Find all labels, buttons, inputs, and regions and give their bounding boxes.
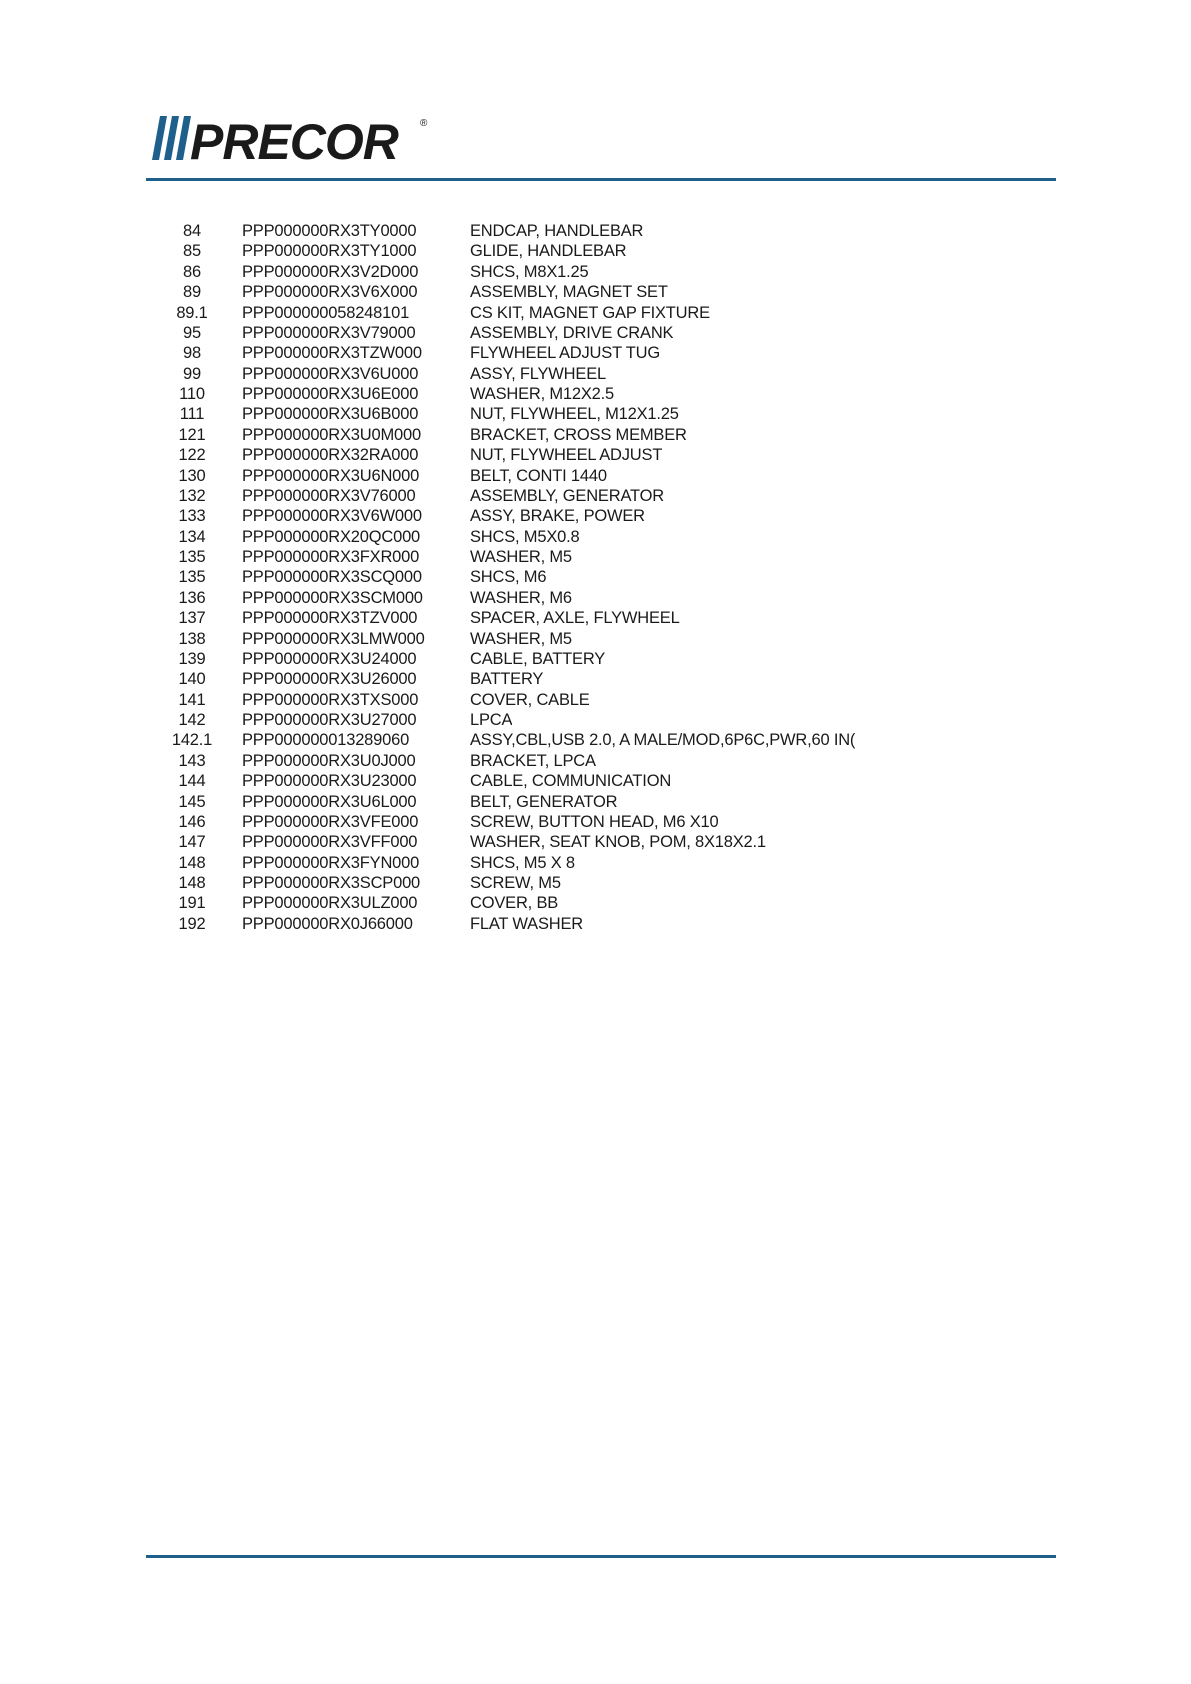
table-row [146,812,906,832]
table-row [146,669,906,689]
table-row [146,506,906,526]
part-number: PPP000000RX3SCP000 [242,874,421,892]
item-number: 122 [178,446,206,465]
part-description-cell [470,221,906,241]
table-row [146,303,906,323]
part-number: PPP000000RX3VFE000 [242,812,419,831]
part-description-cell [470,914,906,934]
part-description-cell [470,710,906,730]
item-number: 147 [178,833,206,852]
part-number: PPP000000RX3V6X000 [242,283,418,302]
table-row [146,588,906,608]
table-row [146,690,906,710]
part-number: PPP000000RX3TY1000 [242,242,417,261]
table-row [146,425,906,445]
part-number: PPP000000RX3TZV000 [242,609,418,628]
part-number: PPP000000RX3U6E000 [242,385,419,403]
part-description-cell [470,853,906,873]
part-description-cell [470,893,906,913]
part-description-cell [470,771,906,791]
item-number: 134 [178,527,206,546]
part-number: PPP000000RX3SCQ000 [242,568,422,587]
table-row [146,282,906,302]
table-row [146,730,906,750]
logo-wordmark: PRECOR [190,114,398,168]
table-row [146,853,906,873]
table-row [146,364,906,384]
part-number: PPP000000RX3U0M000 [242,425,421,444]
table-row [146,567,906,587]
table-row [146,893,906,913]
parts-list-table [146,221,906,934]
part-number: PPP000000013289060 [242,731,410,750]
table-row [146,832,906,852]
table-row [146,629,906,649]
part-description-cell [470,425,906,445]
part-description-cell [470,669,906,689]
part-description: SPACER, AXLE, FLYWHEEL [470,609,680,628]
table-row [146,323,906,343]
table-row [146,262,906,282]
part-description: BATTERY [470,670,544,689]
part-description: CS KIT, MAGNET GAP FIXTURE [470,303,710,322]
item-number: 137 [178,609,206,628]
item-number: 98 [183,344,201,363]
item-number: 135 [178,548,206,566]
part-description-cell [470,384,906,404]
header-rule [146,178,1056,181]
part-description-cell [470,730,906,750]
table-row [146,527,906,547]
part-description: BRACKET, CROSS MEMBER [470,425,687,444]
part-number: PPP000000RX3V76000 [242,486,416,505]
part-description-cell [470,241,906,261]
part-description-cell [470,323,906,343]
part-description-cell [470,445,906,465]
part-number: PPP000000RX3V6W000 [242,507,422,526]
part-description-cell [470,466,906,486]
part-description: ENDCAP, HANDLEBAR [470,222,644,240]
part-description: ASSY, BRAKE, POWER [470,507,645,526]
table-row [146,384,906,404]
item-number: 85 [183,242,201,261]
part-description: WASHER, M5 [470,629,572,648]
item-number: 142.1 [171,731,213,750]
item-number: 144 [178,772,206,791]
footer-rule [146,1555,1056,1558]
part-number: PPP000000RX3FYN000 [242,853,420,872]
part-description-cell [470,873,906,893]
item-number: 89 [183,283,201,302]
part-description-cell [470,404,906,424]
item-number: 130 [178,466,206,485]
item-number: 145 [178,792,206,811]
part-number: PPP000000RX3U27000 [242,711,417,729]
item-number: 141 [178,690,206,709]
part-description: ASSY,CBL,USB 2.0, A MALE/MOD,6P6C,PWR,60 IN( [470,731,856,750]
item-number: 110 [179,385,205,403]
logo-stripe-3 [176,116,191,160]
part-description: COVER, CABLE [470,690,590,709]
part-description: CABLE, BATTERY [470,649,606,668]
item-number: 95 [183,323,201,342]
part-description: ASSY, FLYWHEEL [470,364,606,383]
precor-logo [150,112,440,168]
part-number: PPP000000RX3U6L000 [242,792,417,811]
part-description-cell [470,792,906,812]
part-number: PPP000000RX3V79000 [242,323,416,342]
part-number: PPP000000RX3U26000 [242,670,417,689]
table-row [146,608,906,628]
part-description-cell [470,812,906,832]
item-number: 121 [178,425,206,444]
part-description: ASSEMBLY, MAGNET SET [470,283,668,302]
table-row [146,710,906,730]
part-number: PPP000000RX3SCM000 [242,588,423,607]
part-description-cell [470,588,906,608]
part-number: PPP000000RX3U24000 [242,649,417,668]
item-number: 192 [178,914,206,933]
part-description-cell [470,567,906,587]
part-description-cell [470,608,906,628]
logo-stripe-1 [152,116,167,160]
part-number: PPP000000RX3U23000 [242,772,417,791]
part-description-cell [470,303,906,323]
part-description-cell [470,690,906,710]
item-number: 133 [178,507,206,526]
part-number: PPP000000RX3V2D000 [242,262,419,281]
part-description-cell [470,649,906,669]
part-description: WASHER, M5 [470,548,572,566]
part-description: WASHER, M12X2.5 [470,385,615,403]
part-description-cell [470,282,906,302]
part-description: BRACKET, LPCA [470,751,596,770]
table-row [146,466,906,486]
part-number: PPP000000058248101 [242,303,410,322]
part-description: CABLE, COMMUNICATION [470,772,672,791]
part-number: PPP000000RX0J66000 [242,914,413,933]
item-number: 86 [183,262,201,281]
item-number: 99 [183,364,201,383]
item-number: 84 [183,222,201,240]
table-row [146,649,906,669]
item-number: 148 [178,874,206,892]
table-row [146,771,906,791]
part-description: NUT, FLYWHEEL, M12X1.25 [470,405,679,424]
part-description: SCREW, BUTTON HEAD, M6 X10 [470,812,719,831]
table-row [146,221,906,241]
part-description: SHCS, M8X1.25 [470,262,589,281]
part-description: COVER, BB [470,894,559,913]
item-number: 111 [179,405,205,424]
part-description: NUT, FLYWHEEL ADJUST [470,446,663,465]
part-description-cell [470,486,906,506]
part-number: PPP000000RX3ULZ000 [242,894,418,913]
table-row [146,445,906,465]
item-number: 136 [178,588,206,607]
part-number: PPP000000RX20QC000 [242,527,421,546]
part-number: PPP000000RX3LMW000 [242,629,425,648]
item-number: 140 [178,670,206,689]
part-number: PPP000000RX3U0J000 [242,751,416,770]
part-description: FLYWHEEL ADJUST TUG [470,344,660,363]
part-description: SCREW, M5 [470,874,561,892]
part-description-cell [470,364,906,384]
part-number: PPP000000RX3TY0000 [242,222,417,240]
item-number: 132 [178,486,206,505]
part-description: ASSEMBLY, DRIVE CRANK [470,323,674,342]
part-description: LPCA [470,711,513,729]
part-number: PPP000000RX32RA000 [242,446,419,465]
part-description: BELT, CONTI 1440 [470,466,607,485]
item-number: 139 [178,649,206,668]
part-description-cell [470,506,906,526]
part-description: SHCS, M5X0.8 [470,527,580,546]
part-number: PPP000000RX3V6U000 [242,364,419,383]
item-number: 135 [178,568,206,587]
part-description: FLAT WASHER [470,914,584,933]
registered-mark: ® [420,118,428,129]
logo-stripe-2 [164,116,179,160]
item-number: 146 [178,812,206,831]
item-number: 138 [178,629,206,648]
table-row [146,547,906,567]
item-number: 148 [178,853,206,872]
part-description-cell [470,629,906,649]
part-description-cell [470,832,906,852]
part-description: SHCS, M6 [470,568,547,587]
part-description: WASHER, M6 [470,588,572,607]
part-description-cell [470,527,906,547]
item-number: 142 [178,711,206,729]
part-description-cell [470,751,906,771]
table-row [146,873,906,893]
part-number: PPP000000RX3FXR000 [242,548,420,566]
parts-list-body [146,221,906,934]
part-description: SHCS, M5 X 8 [470,853,575,872]
table-row [146,792,906,812]
part-description-cell [470,547,906,567]
part-number: PPP000000RX3U6N000 [242,466,420,485]
table-row [146,751,906,771]
part-description: BELT, GENERATOR [470,792,618,811]
table-row [146,486,906,506]
part-number: PPP000000RX3U6B000 [242,405,419,424]
part-description: GLIDE, HANDLEBAR [470,242,627,261]
part-description-cell [470,343,906,363]
part-description-cell [470,262,906,282]
item-number: 89.1 [176,303,208,322]
part-number: PPP000000RX3TXS000 [242,690,419,709]
part-number: PPP000000RX3TZW000 [242,344,422,363]
table-row [146,404,906,424]
table-row [146,343,906,363]
item-number: 143 [178,751,206,770]
part-number: PPP000000RX3VFF000 [242,833,418,852]
item-number: 191 [178,894,206,913]
table-row [146,241,906,261]
part-description: ASSEMBLY, GENERATOR [470,486,664,505]
part-description: WASHER, SEAT KNOB, POM, 8X18X2.1 [470,833,766,852]
table-row [146,914,906,934]
